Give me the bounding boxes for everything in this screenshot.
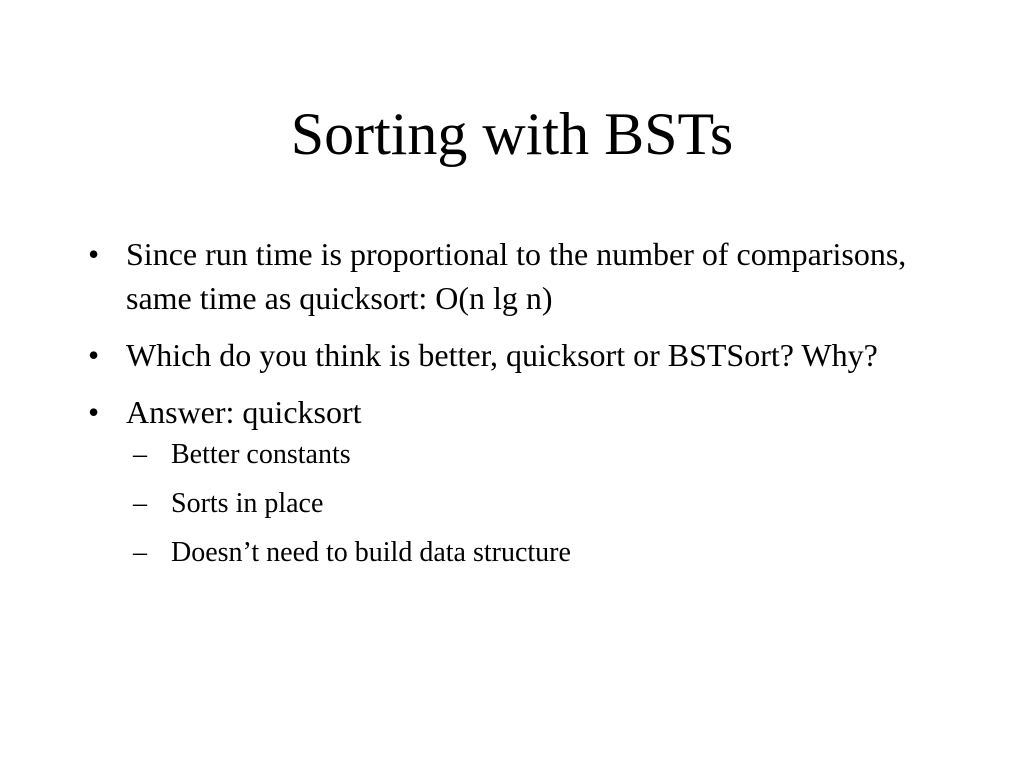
sub-bullet-item (126, 534, 948, 571)
sub-bullet-marker: – (133, 439, 147, 470)
sub-bullet-list (126, 436, 948, 571)
bullet-list (88, 232, 948, 584)
bullet-text: Since run time is proportional to the number of comparisons, same time as quicksort: O(n lg n) (126, 236, 907, 316)
bullet-item (88, 390, 948, 571)
bullet-marker: • (88, 236, 100, 272)
sub-bullet-marker: – (133, 537, 147, 568)
bullet-marker: • (88, 394, 100, 430)
sub-bullet-text: Better constants (171, 439, 351, 470)
bullet-item (88, 232, 948, 320)
bullet-text: Which do you think is better, quicksort or BSTSort? Why? (126, 337, 878, 373)
bullet-text: Answer: quicksort (126, 394, 362, 430)
sub-bullet-text: Doesn’t need to build data structure (171, 537, 571, 568)
sub-bullet-item (126, 436, 948, 473)
sub-bullet-text: Sorts in place (171, 488, 324, 519)
sub-bullet-marker: – (133, 488, 147, 519)
sub-bullet-item (126, 485, 948, 522)
bullet-marker: • (88, 337, 100, 373)
bullet-item (88, 333, 948, 377)
slide-title: Sorting with BSTs (290, 101, 734, 167)
